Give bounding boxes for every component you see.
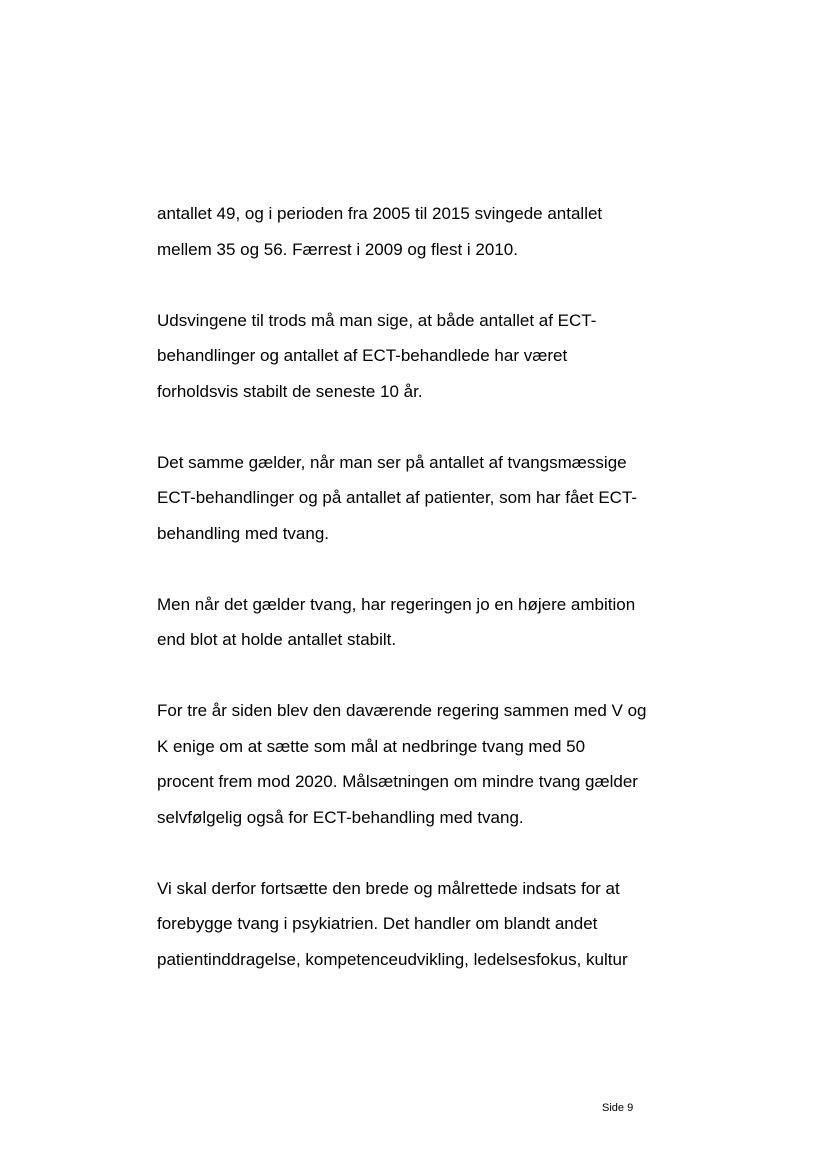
text-line: end blot at holde antallet stabilt. <box>157 630 397 649</box>
text-line: procent frem mod 2020. Målsætningen om mindre tvang gælder <box>157 772 638 791</box>
text-line: mellem 35 og 56. Færrest i 2009 og flest i 2010. <box>157 239 518 259</box>
paragraph-spacer <box>157 409 697 445</box>
paragraph-spacer <box>157 551 697 587</box>
paragraph-spacer <box>157 835 697 871</box>
text-line: For tre år siden blev den daværende regering sammen med V og <box>157 701 647 720</box>
text-line: Det samme gælder, når man ser på antallet af tvangsmæssige <box>157 452 627 472</box>
paragraph <box>157 693 697 835</box>
text-line: selvfølgelig også for ECT-behandling med tvang. <box>157 807 524 827</box>
text-line: Udsvingene til trods må man sige, at både antallet af ECT- <box>157 310 597 330</box>
text-line: K enige om at sætte som mål at nedbringe tvang med 50 <box>157 736 586 756</box>
text-line: Vi skal derfor fortsætte den brede og målrettede indsats for at <box>157 878 620 898</box>
text-line: ECT-behandlinger og på antallet af patienter, som har fået ECT- <box>157 488 638 507</box>
text-line: Men når det gælder tvang, har regeringen jo en højere ambition <box>157 594 636 614</box>
paragraph <box>157 587 697 658</box>
text-line: forebygge tvang i psykiatrien. Det handler om blandt andet <box>157 914 598 933</box>
paragraph-spacer <box>157 267 697 303</box>
paragraph <box>157 871 697 978</box>
paragraph <box>157 303 697 410</box>
body-text <box>157 196 697 977</box>
text-line: behandling med tvang. <box>157 523 330 543</box>
text-line: antallet 49, og i perioden fra 2005 til 2015 svingede antallet <box>157 204 603 223</box>
text-line: behandlinger og antallet af ECT-behandlede har været <box>157 346 568 365</box>
text-line: patientinddragelse, kompetenceudvikling, ledelsesfokus, kultur <box>157 949 628 969</box>
paragraph-spacer <box>157 658 697 694</box>
paragraph <box>157 196 697 267</box>
page-number: Side 9 <box>602 1102 634 1114</box>
text-line: forholdsvis stabilt de seneste 10 år. <box>157 381 423 401</box>
paragraph <box>157 445 697 552</box>
